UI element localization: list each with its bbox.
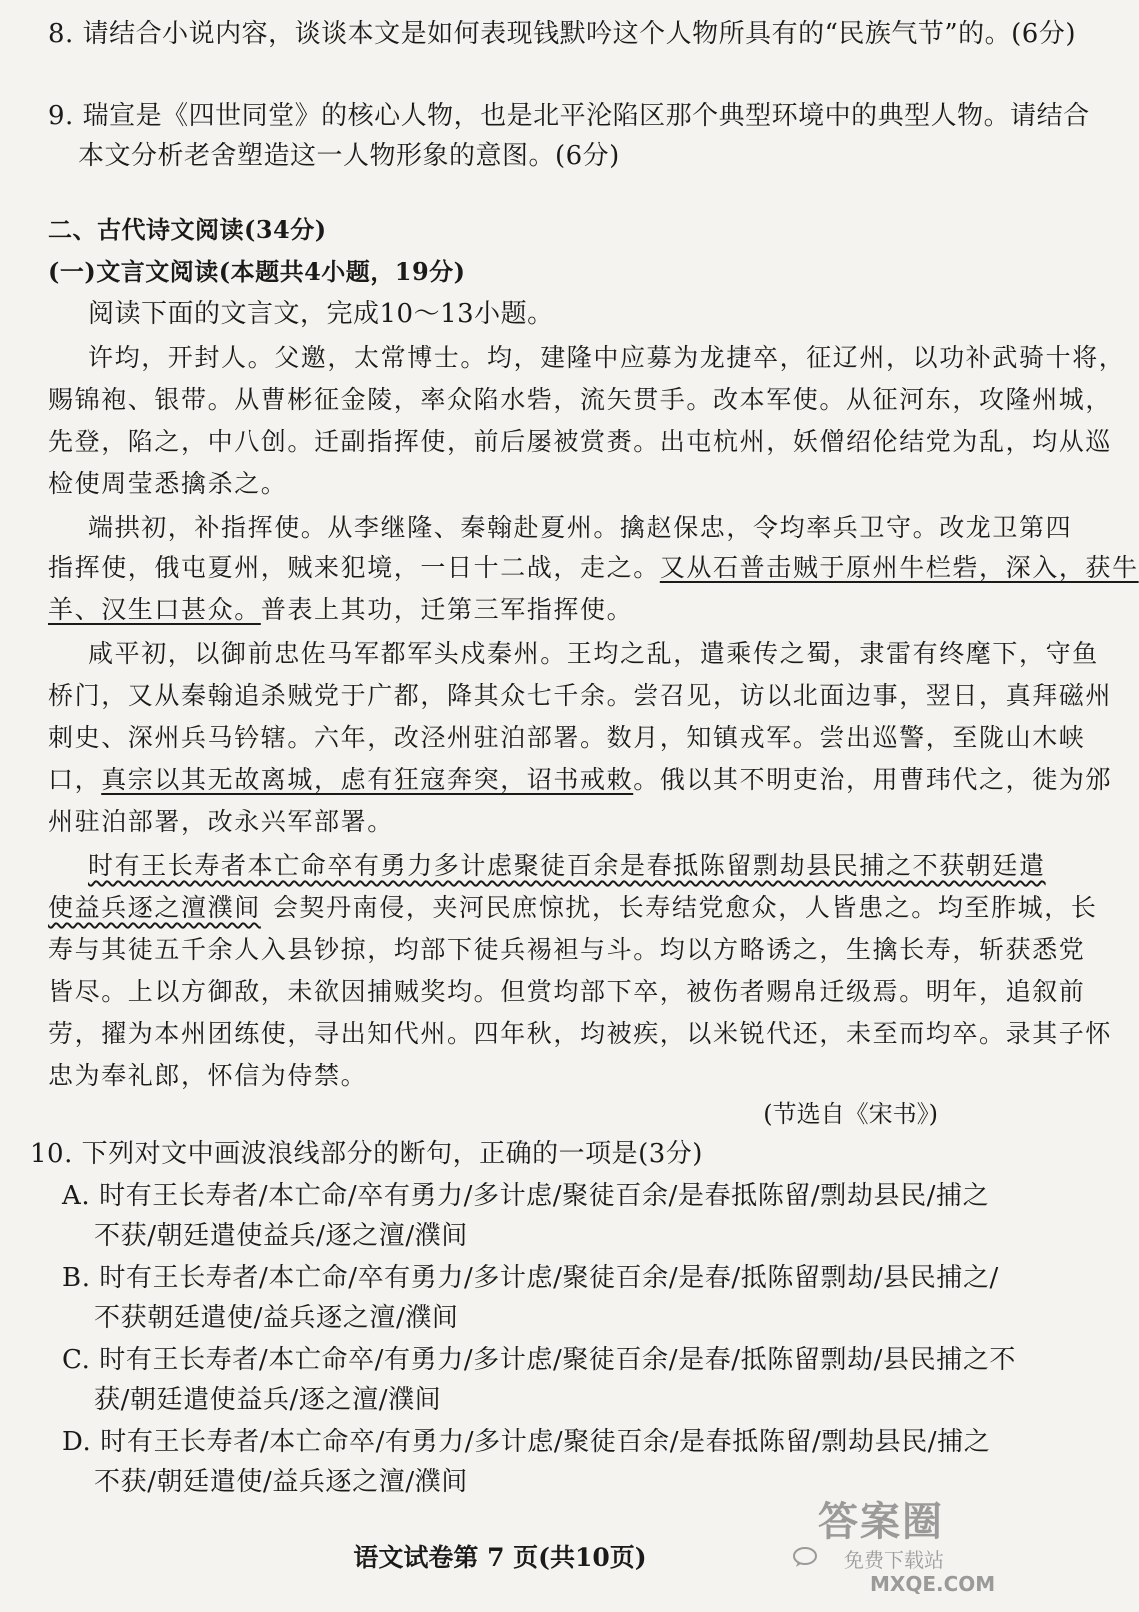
passage-p3-line-4-b: 。俄以其不明吏治，用曹玮代之，徙为邠 — [633, 765, 1113, 794]
option-d-line-2: 不获/朝廷遣使/益兵逐之澶/濮间 — [94, 1467, 468, 1497]
passage-p4-line-1 — [88, 850, 1046, 882]
section-instruction: 阅读下面的文言文，完成10～13小题。 — [88, 299, 554, 329]
wavy-underlined-segment-b: 使益兵逐之澶濮间 — [48, 893, 261, 922]
underlined-sentence-2: 真宗以其无故离城，虑有狂寇奔突，诏书戒敕 — [101, 765, 634, 794]
option-d-line-1: D. 时有王长寿者/本亡命卒/有勇力/多计虑/聚徒百余/是春抵陈留/剽劫县民/捕之 — [62, 1427, 991, 1457]
passage-source: (节选自《宋书》) — [763, 1100, 938, 1128]
passage-p1-line-1: 许均，开封人。父邀，太常博士。均，建隆中应募为龙捷卒，征辽州，以功补武骑十将， — [88, 343, 1126, 372]
passage-p2-line-2-text: 指挥使，俄屯夏州，贼来犯境，一日十二战，走之。 — [48, 553, 660, 582]
option-b-line-2: 不获朝廷遣使/益兵逐之澶/濮间 — [94, 1303, 459, 1333]
passage-p3-line-1: 咸平初，以御前忠佐马军都军头戍秦州。王均之乱，遣乘传之蜀，隶雷有终麾下，守鱼 — [88, 639, 1099, 668]
passage-p1-line-3: 先登，陷之，中八创。迁副指挥使，前后屡被赏赉。出屯杭州，妖僧绍伦结党为乱，均从巡 — [48, 427, 1113, 456]
passage-p2-line-3-text: 普表上其功，迁第三军指挥使。 — [260, 595, 634, 624]
watermark-logo-text: 答案圈 — [818, 1499, 944, 1545]
question-10-stem: 10. 下列对文中画波浪线部分的断句，正确的一项是(3分) — [30, 1139, 703, 1169]
question-9-line-1: 9. 瑞宣是《四世同堂》的核心人物，也是北平沦陷区那个典型环境中的典型人物。请结合 — [48, 101, 1090, 131]
wavy-underlined-segment-a: 时有王长寿者本亡命卒有勇力多计虑聚徒百余是春抵陈留剽劫县民捕之不获朝廷遣 — [88, 851, 1046, 880]
section-title: 二、古代诗文阅读(34分) — [48, 215, 327, 244]
subsection-title: (一)文言文阅读(本题共4小题，19分) — [48, 257, 466, 286]
passage-p3-line-5: 州驻泊部署，改永兴军部署。 — [48, 807, 394, 836]
passage-p1-line-2: 赐锦袍、银带。从曹彬征金陵，率众陷水砦，流矢贯手。改本军使。从征河东，攻隆州城， — [48, 385, 1113, 414]
question-8: 8. 请结合小说内容，谈谈本文是如何表现钱默吟这个人物所具有的“民族气节”的。(6分) — [48, 19, 1076, 49]
question-9-line-2: 本文分析老舍塑造这一人物形象的意图。(6分) — [78, 141, 620, 171]
passage-p3-line-3: 刺史、深州兵马钤辖。六年，改泾州驻泊部署。数月，知镇戎军。尝出巡警，至陇山木峡 — [48, 723, 1086, 752]
site-watermark — [758, 1484, 996, 1604]
passage-p2-line-2 — [48, 552, 1139, 584]
option-a-line-1: A. 时有王长寿者/本亡命/卒有勇力/多计虑/聚徒百余/是春抵陈留/剽劫县民/捕之 — [62, 1181, 990, 1211]
passage-p3-line-4-a: 口， — [48, 765, 102, 794]
passage-p4-line-6: 忠为奉礼郎，怀信为侍禁。 — [48, 1061, 368, 1090]
passage-p4-line-5: 劳，擢为本州团练使，寻出知代州。四年秋，均被疾，以米锐代还，未至而均卒。录其子怀 — [48, 1019, 1113, 1048]
page-footer: 语文试卷第 7 页(共10页) — [353, 1543, 647, 1572]
option-b-line-1: B. 时有王长寿者/本亡命/卒有勇力/多计虑/聚徒百余/是春/抵陈留剽劫/县民捕之/ — [62, 1263, 999, 1293]
underlined-sentence-1b: 羊、汉生口甚众。 — [48, 595, 261, 624]
underlined-sentence-1a: 又从石普击贼于原州牛栏砦，深入，获牛 — [659, 553, 1139, 582]
passage-p4-line-2 — [48, 892, 1097, 924]
passage-p2-line-1: 端拱初，补指挥使。从李继隆、秦翰赴夏州。擒赵保忠，令均率兵卫守。改龙卫第四 — [88, 513, 1073, 542]
passage-p3-line-2: 桥门，又从秦翰追杀贼党于广都，降其众七千余。尝召见，访以北面边事，翌日，真拜磁州 — [48, 681, 1113, 710]
option-a-line-2: 不获/朝廷遣使益兵/逐之澶/濮间 — [94, 1221, 468, 1251]
chat-bubble-icon — [792, 1546, 818, 1572]
watermark-subtitle: 免费下载站 — [844, 1548, 944, 1572]
watermark-url: MXQE.COM — [870, 1572, 996, 1596]
passage-p3-line-4 — [48, 764, 1112, 796]
passage-p4-line-3: 寿与其徒五千余人入县钞掠，均部下徒兵裼袒与斗。均以方略诱之，生擒长寿，斩获悉党 — [48, 935, 1086, 964]
option-c-line-1: C. 时有王长寿者/本亡命卒/有勇力/多计虑/聚徒百余/是春/抵陈留剽劫/县民捕之不 — [62, 1345, 1017, 1375]
passage-p4-line-4: 皆尽。上以方御敌，未欲因捕贼奖均。但赏均部下卒，被伤者赐帛迁级焉。明年，追叙前 — [48, 977, 1086, 1006]
passage-p2-line-3 — [48, 594, 633, 626]
passage-p4-line-2-text: 会契丹南侵，夹河民庶惊扰，长寿结党愈众，人皆患之。均至胙城，长 — [272, 893, 1098, 922]
passage-p1-line-4: 检使周莹悉擒杀之。 — [48, 469, 288, 498]
option-c-line-2: 获/朝廷遣使益兵/逐之澶/濮间 — [94, 1385, 442, 1415]
